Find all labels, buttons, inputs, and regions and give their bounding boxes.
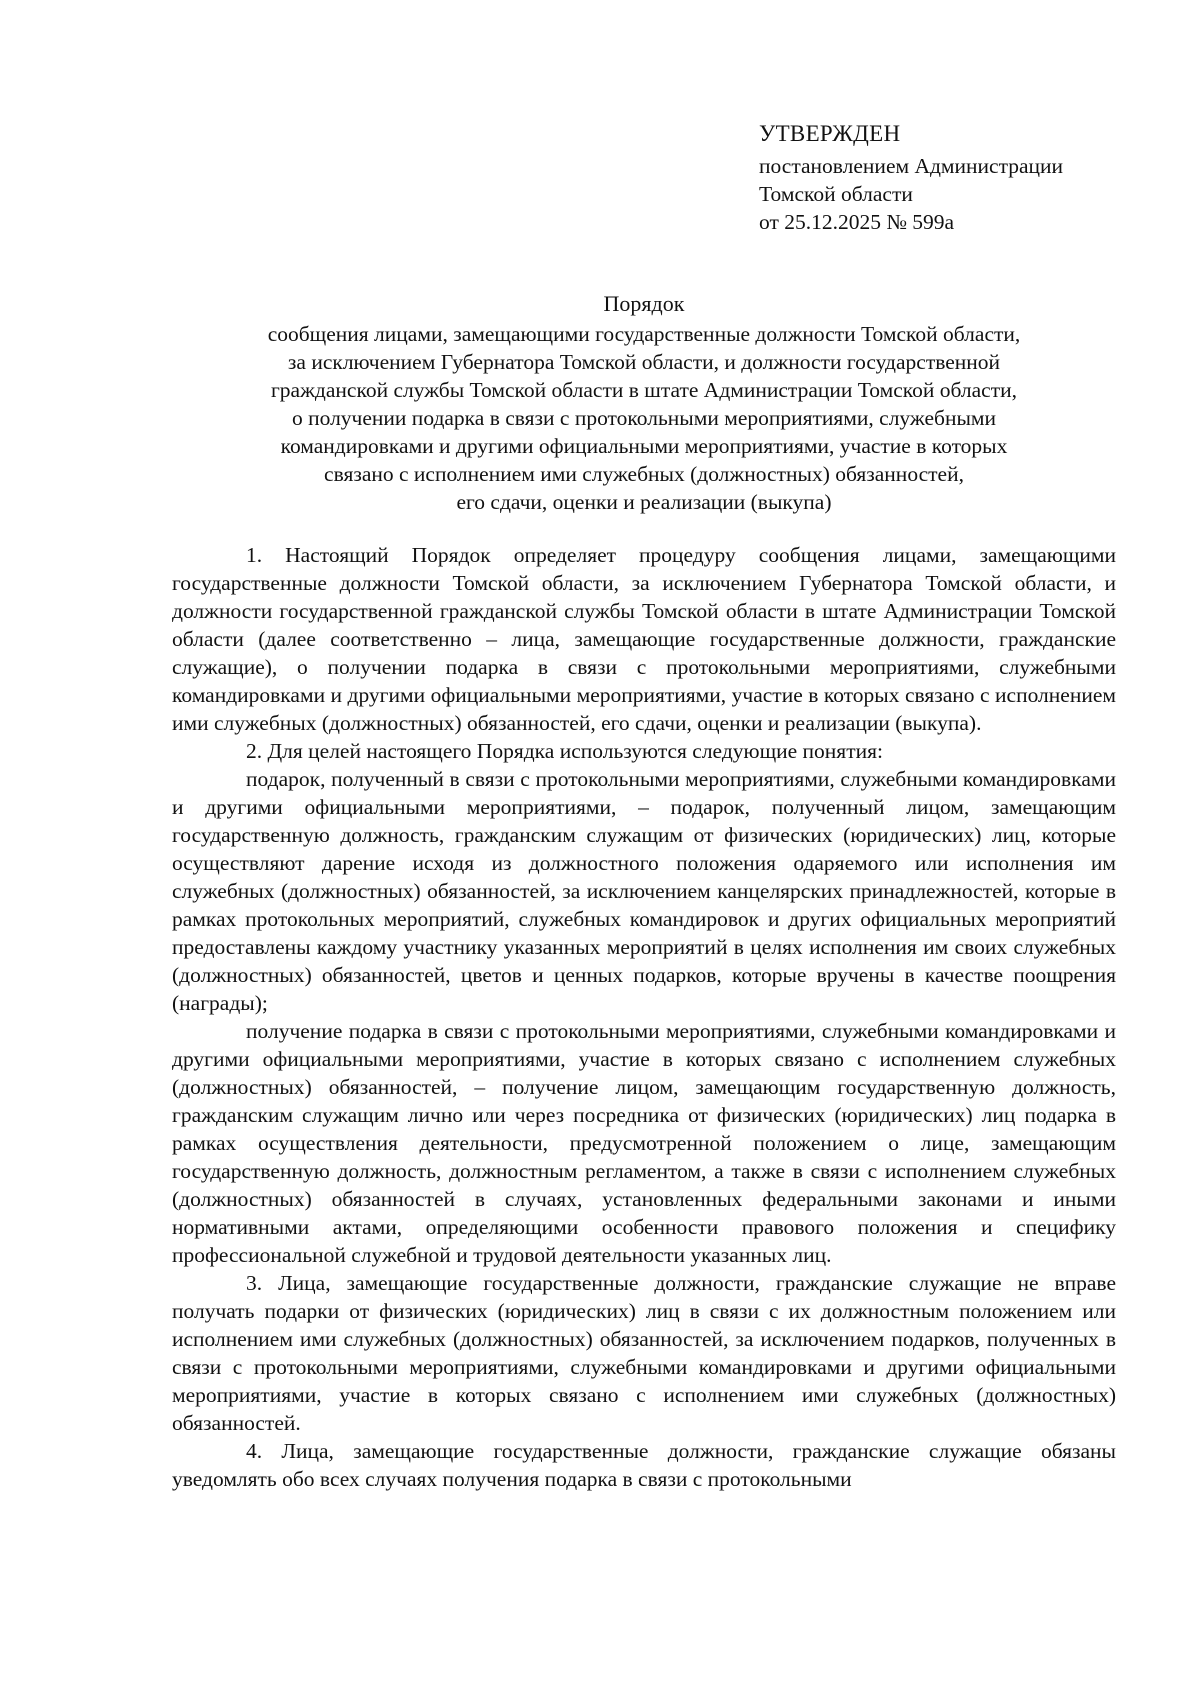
approval-heading: УТВЕРЖДЕН <box>759 121 901 146</box>
approval-line-3: от 25.12.2025 № 599а <box>759 210 955 234</box>
definition-gift: подарок, полученный в связи с протокольными мероприятиями, служебными командировками и другими официальными мероприятиями, – подарок, полученный лицом, замещающим государственную должность, гражданским служащим от физических (юридических) лиц, которые осуществляют дарение исходя из должностного положения одаряемого или исполнения им служебных (должностных) обязанностей, за исключением канцелярских принадлежностей, которые в рамках протокольных мероприятий, служебных командировок и других официальных мероприятий предоставлены каждому участнику указанных мероприятий в целях исполнения им своих служебных (должностных) обязанностей, цветов и ценных подарков, которые вручены в качестве поощрения (награды); <box>172 767 1116 1015</box>
title-line-1: сообщения лицами, замещающими государственные должности Томской области, <box>267 322 1021 346</box>
approval-line-1: постановлением Администрации <box>759 154 1064 178</box>
approval-line-2: Томской области <box>759 182 913 206</box>
paragraph-1: 1. Настоящий Порядок определяет процедуру сообщения лицами, замещающими государственные должности Томской области, за исключением Губернатора Томской области, и должности государственной гражданской службы Томской области в штате Администрации Томской области (далее соответственно – лица, замещающие государственные должности, гражданские служащие), о получении подарка в связи с протокольными мероприятиями, служебными командировками и другими официальными мероприятиями, участие в которых связано с исполнением ими служебных (должностных) обязанностей, его сдачи, оценки и реализации (выкупа). <box>172 543 1116 735</box>
paragraph-3: 3. Лица, замещающие государственные должности, гражданские служащие не вправе получать подарки от физических (юридических) лиц в связи с их должностным положением или исполнением ими служебных (должностных) обязанностей, за исключением подарков, полученных в связи с протокольными мероприятиями, служебными командировками и другими официальными мероприятиями, участие в которых связано с исполнением ими служебных (должностных) обязанностей. <box>172 1271 1116 1435</box>
title-line-5: командировками и другими официальными мероприятиями, участие в которых <box>280 434 1008 458</box>
title-line-7: его сдачи, оценки и реализации (выкупа) <box>456 490 832 514</box>
title-line-2: за исключением Губернатора Томской области, и должности государственной <box>287 350 1001 374</box>
document-title: Порядок <box>603 291 685 316</box>
title-line-4: о получении подарка в связи с протокольными мероприятиями, служебными <box>291 406 997 430</box>
document-body <box>172 541 1116 1493</box>
definition-receiving-gift: получение подарка в связи с протокольными мероприятиями, служебными командировками и другими официальными мероприятиями, участие в которых связано с исполнением служебных (должностных) обязанностей, – получение лицом, замещающим государственную должность, гражданским служащим лично или через посредника от физических (юридических) лиц подарка в рамках осуществления деятельности, предусмотренной положением о лице, замещающим государственную должность, должностным регламентом, а также в связи с исполнением служебных (должностных) обязанностей в случаях, установленных федеральными законами и иными нормативными актами, определяющими особенности правового положения и специфику профессиональной служебной и трудовой деятельности указанных лиц. <box>172 1019 1116 1267</box>
title-line-6: связано с исполнением ими служебных (должностных) обязанностей, <box>324 462 964 486</box>
document-title-block <box>172 290 1116 516</box>
title-line-3: гражданской службы Томской области в штате Администрации Томской области, <box>270 378 1018 402</box>
paragraph-4: 4. Лица, замещающие государственные должности, гражданские служащие обязаны уведомлять обо всех случаях получения подарка в связи с протокольными <box>172 1439 1116 1491</box>
paragraph-2: 2. Для целей настоящего Порядка используются следующие понятия: <box>246 739 883 763</box>
approval-stamp <box>759 120 1179 236</box>
